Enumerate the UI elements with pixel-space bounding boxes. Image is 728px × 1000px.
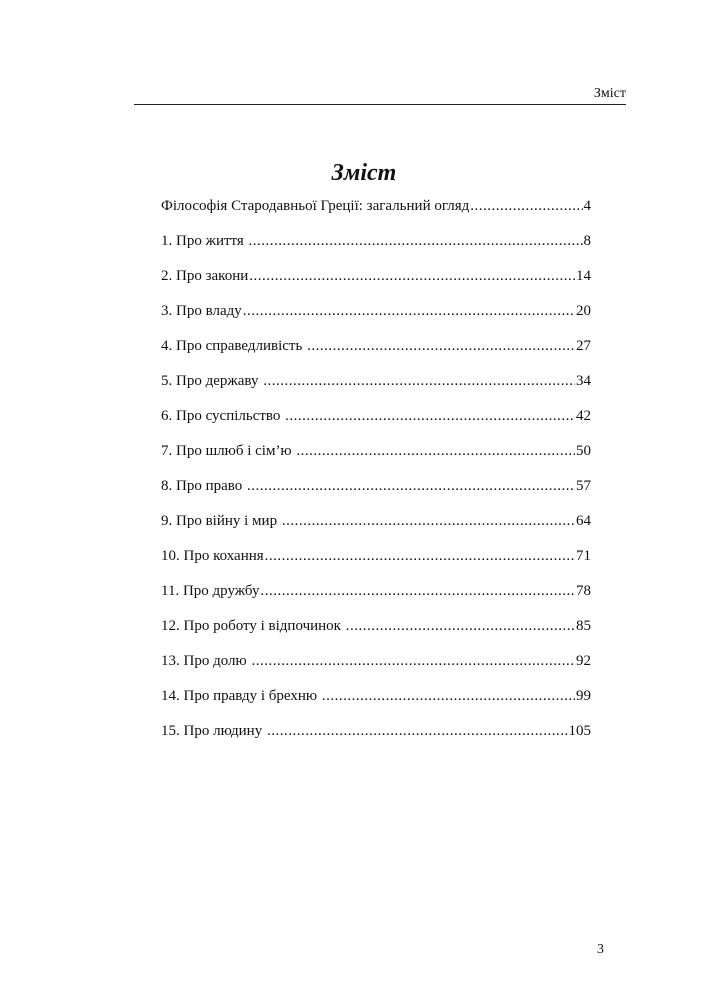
toc-entry-page: 99: [576, 688, 591, 704]
toc-entry[interactable]: [161, 406, 591, 441]
toc-entry-page: 42: [576, 408, 591, 424]
toc-entry-label: 2. Про закони: [161, 268, 249, 284]
toc-entry-page: 71: [576, 548, 591, 564]
toc-leader-dots: [285, 406, 575, 426]
toc-leader-dots: [263, 371, 575, 391]
toc-leader-dots: [249, 231, 583, 251]
toc-leader-dots: [243, 301, 575, 321]
toc-leader-dots: [261, 581, 576, 601]
toc-entry-label: 6. Про суспільство: [161, 408, 285, 424]
toc-entry-label: 14. Про правду і брехню: [161, 688, 321, 704]
toc-entry-page: 34: [576, 373, 591, 389]
toc-leader-dots: [251, 651, 575, 671]
toc-entry-page: 50: [576, 443, 591, 459]
toc-leader-dots: [346, 616, 575, 636]
toc-entry-label: 15. Про людину: [161, 723, 266, 739]
toc-entry-page: 57: [576, 478, 591, 494]
toc-entry[interactable]: [161, 616, 591, 651]
toc-entry-page: 8: [583, 233, 591, 249]
toc-entry-label: 5. Про державу: [161, 373, 263, 389]
toc-entry-page: 105: [568, 723, 591, 739]
toc-entry[interactable]: [161, 546, 591, 581]
toc-entry-label: 7. Про шлюб і сім’ю: [161, 443, 296, 459]
toc-leader-dots: [267, 721, 568, 741]
toc-entry-page: 85: [576, 618, 591, 634]
toc-entry-label: 9. Про війну і мир: [161, 513, 281, 529]
toc-entry-page: 4: [583, 198, 591, 214]
toc-leader-dots: [247, 476, 575, 496]
toc-entry-label: 1. Про життя: [161, 233, 248, 249]
toc-entry-label: 11. Про дружбу: [161, 583, 260, 599]
toc-leader-dots: [322, 686, 575, 706]
toc-entry-label: 10. Про кохання: [161, 548, 264, 564]
toc-entry[interactable]: [161, 651, 591, 686]
table-of-contents: [161, 196, 591, 756]
toc-entry[interactable]: [161, 721, 591, 756]
toc-entry[interactable]: [161, 196, 591, 231]
page-number: 3: [597, 942, 604, 957]
toc-title: Зміст: [331, 160, 397, 186]
toc-entry[interactable]: [161, 301, 591, 336]
toc-entry[interactable]: [161, 266, 591, 301]
toc-entry[interactable]: [161, 581, 591, 616]
toc-leader-dots: [307, 336, 575, 356]
toc-leader-dots: [265, 546, 575, 566]
toc-entry-page: 78: [576, 583, 591, 599]
toc-leader-dots: [282, 511, 575, 531]
toc-entry-label: 8. Про право: [161, 478, 246, 494]
toc-entry[interactable]: [161, 511, 591, 546]
toc-entry-page: 27: [576, 338, 591, 354]
running-header: [134, 86, 626, 105]
toc-entry[interactable]: [161, 686, 591, 721]
toc-entry-label: 3. Про владу: [161, 303, 242, 319]
toc-entry[interactable]: [161, 476, 591, 511]
toc-entry-label: Філософія Стародавньої Греції: загальний огляд: [161, 198, 470, 214]
toc-entry-page: 20: [576, 303, 591, 319]
running-header-title: Зміст: [593, 86, 626, 101]
toc-entry-page: 14: [576, 268, 591, 284]
toc-entry[interactable]: [161, 371, 591, 406]
toc-entry-label: 4. Про справедливість: [161, 338, 307, 354]
toc-entry[interactable]: [161, 336, 591, 371]
toc-entry-page: 92: [576, 653, 591, 669]
toc-entry-page: 64: [576, 513, 591, 529]
toc-entry-label: 13. Про долю: [161, 653, 251, 669]
toc-leader-dots: [470, 196, 582, 216]
toc-entry[interactable]: [161, 231, 591, 266]
toc-leader-dots: [249, 266, 575, 286]
toc-entry[interactable]: [161, 441, 591, 476]
toc-entry-label: 12. Про роботу і відпочинок: [161, 618, 345, 634]
toc-leader-dots: [296, 441, 575, 461]
